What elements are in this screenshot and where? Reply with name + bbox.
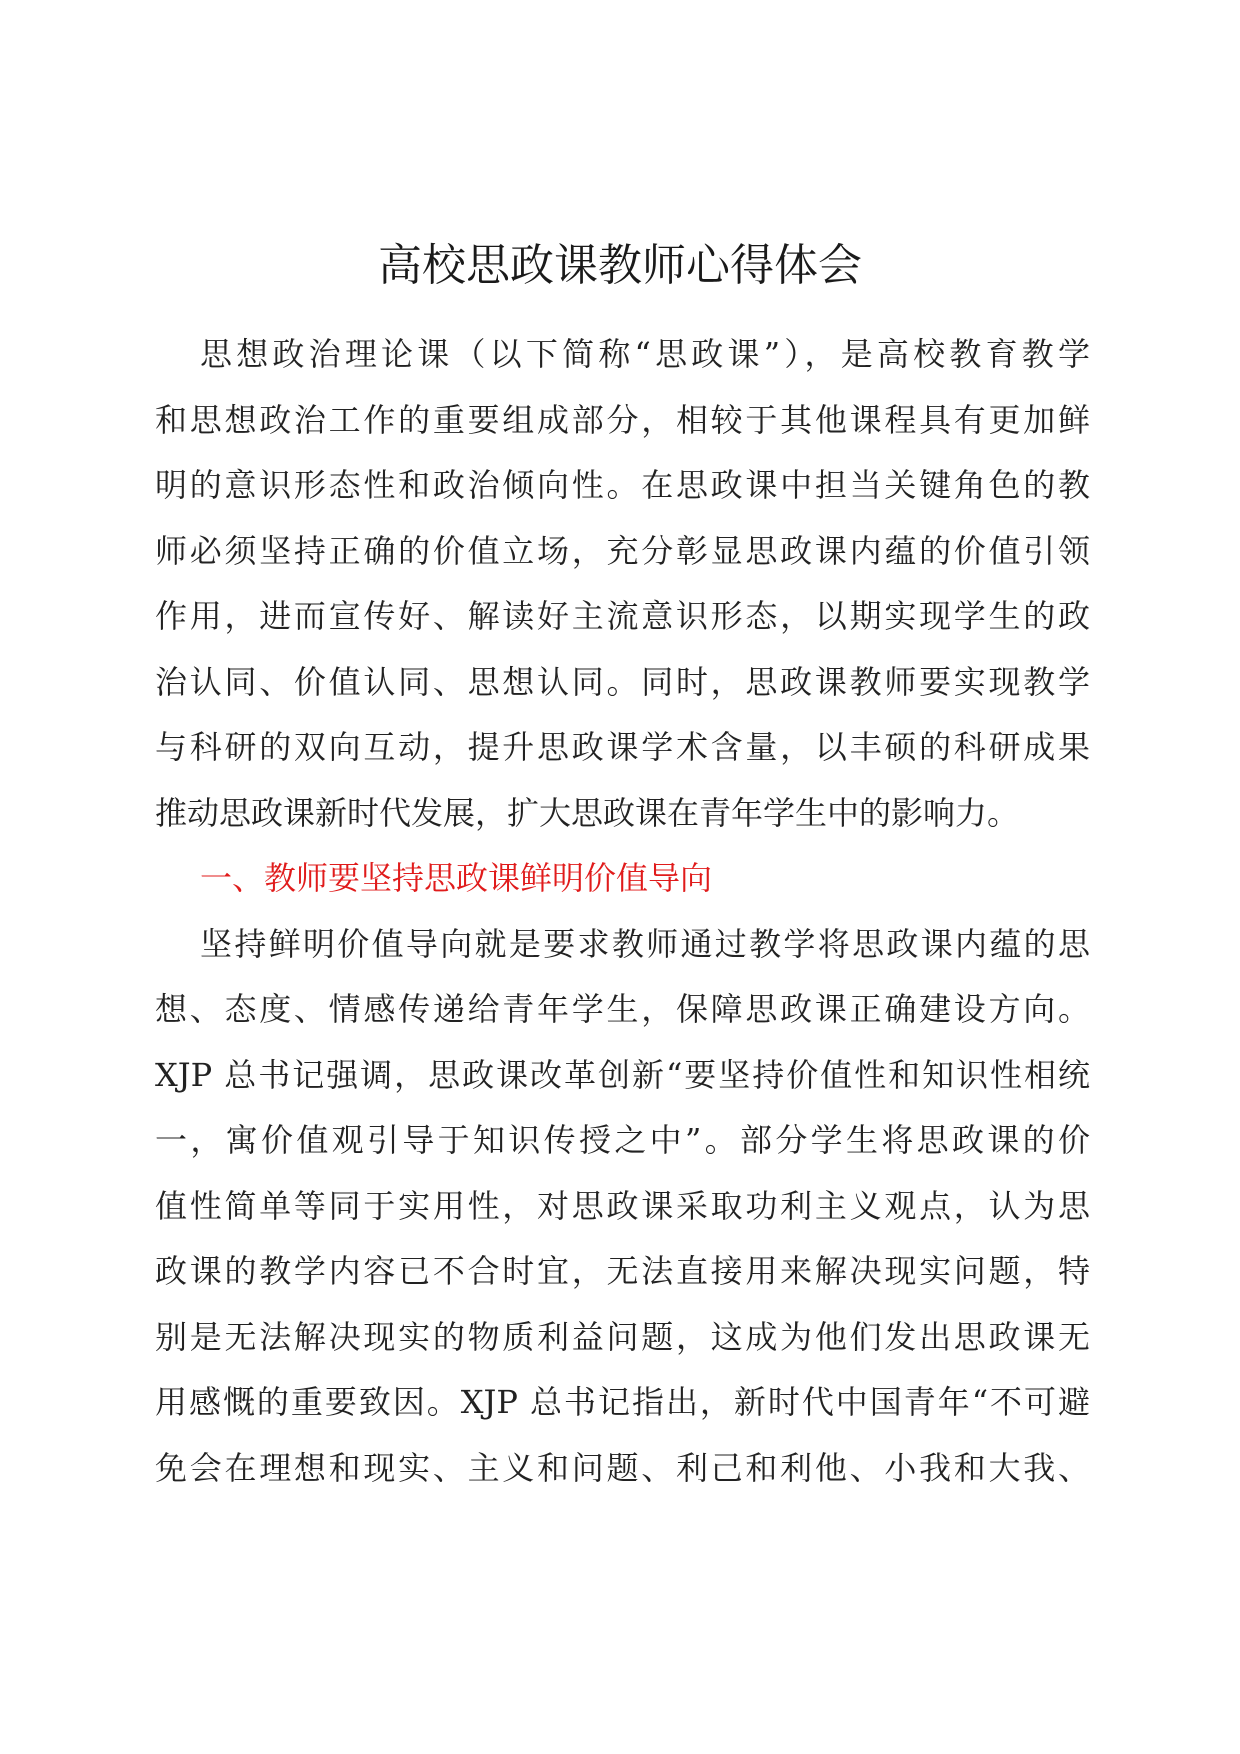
text-line: 思想政治理论课（以下简称“思政课”），是高校教育教学 bbox=[200, 335, 1090, 373]
document-body bbox=[155, 322, 1090, 1501]
text-line: 作用，进而宣传好、解读好主流意识形态，以期实现学生的政 bbox=[155, 597, 1090, 635]
text-line: 别是无法解决现实的物质利益问题，这成为他们发出思政课无 bbox=[155, 1317, 1090, 1356]
text-line: 一，寓价值观引导于知识传授之中”。部分学生将思政课的价 bbox=[155, 1121, 1090, 1159]
paragraph-section1 bbox=[155, 912, 1090, 1502]
text-line: 与科研的双向互动，提升思政课学术含量，以丰硕的科研成果 bbox=[155, 728, 1090, 766]
section-heading: 一、教师要坚持思政课鲜明价值导向 bbox=[200, 859, 713, 897]
text-line: 坚持鲜明价值导向就是要求教师通过教学将思政课内蕴的思 bbox=[200, 924, 1090, 963]
text-line: 免会在理想和现实、主义和问题、利己和利他、小我和大我、 bbox=[155, 1448, 1090, 1487]
text-line: 明的意识形态性和政治倾向性。在思政课中担当关键角色的教 bbox=[155, 466, 1090, 504]
text-line: 想、态度、情感传递给青年学生，保障思政课正确建设方向。 bbox=[155, 990, 1090, 1028]
text-line: 治认同、价值认同、思想认同。同时，思政课教师要实现教学 bbox=[155, 662, 1090, 701]
text-line: 推动思政课新时代发展，扩大思政课在青年学生中的影响力。 bbox=[155, 793, 1020, 832]
paragraph-intro bbox=[155, 322, 1090, 846]
text-line: 师必须坚持正确的价值立场，充分彰显思政课内蕴的价值引领 bbox=[155, 531, 1090, 570]
text-line: 和思想政治工作的重要组成部分，相较于其他课程具有更加鲜 bbox=[155, 400, 1090, 439]
text-line: 用感慨的重要致因。XJP 总书记指出，新时代中国青年“不可避 bbox=[155, 1383, 1090, 1421]
text-line: XJP 总书记强调，思政课改革创新“要坚持价值性和知识性相统 bbox=[155, 1055, 1090, 1094]
document-title: 高校思政课教师心得体会 bbox=[378, 240, 862, 291]
text-line: 值性简单等同于实用性，对思政课采取功利主义观点，认为思 bbox=[155, 1186, 1090, 1225]
text-line: 政课的教学内容已不合时宜，无法直接用来解决现实问题，特 bbox=[155, 1252, 1090, 1290]
